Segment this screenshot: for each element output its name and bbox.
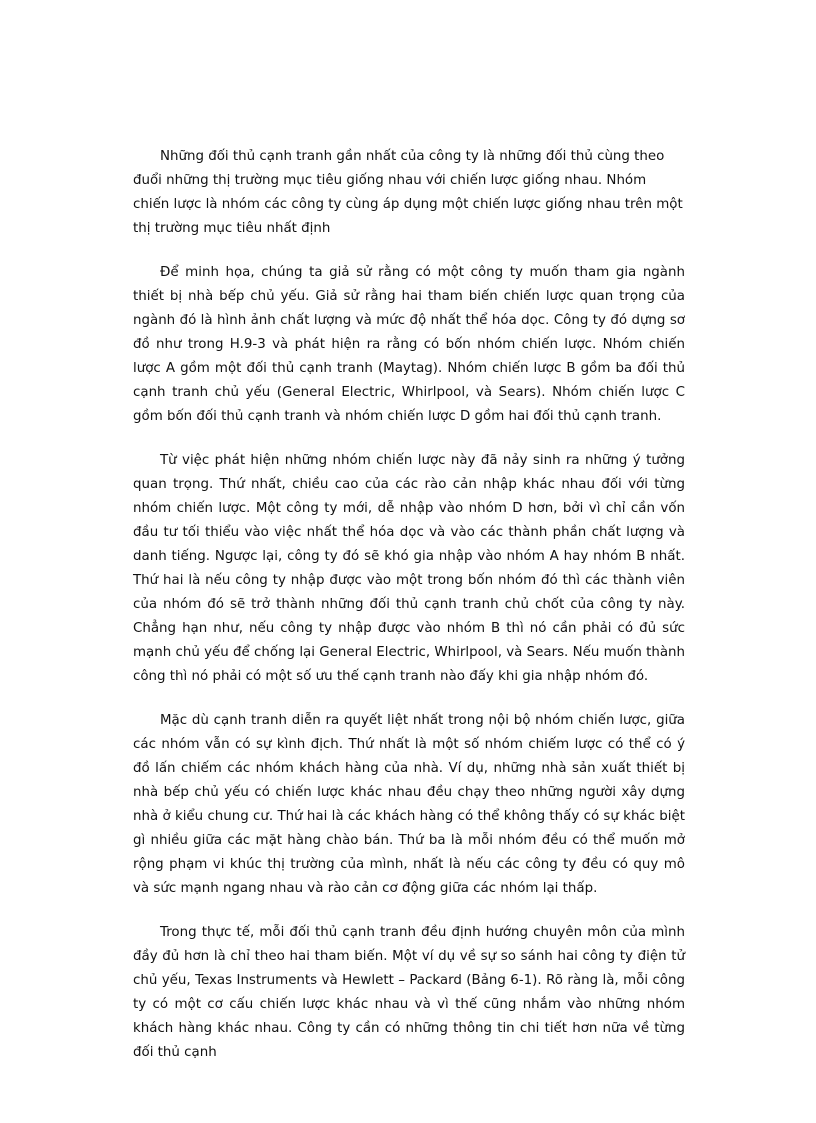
document-body: [133, 145, 685, 1085]
paragraph-4: Mặc dù cạnh tranh diễn ra quyết liệt nhất trong nội bộ nhóm chiến lược, giữa các nhóm vẫn có sự kình địch. Thứ nhất là một số nhóm chiếm lược có thể có ý đồ lấn chiếm các nhóm khách hàng của nhà. Ví dụ, những nhà sản xuất thiết bị nhà bếp chủ yếu có chiến lược khác nhau đều chạy theo những người xây dựng nhà ở kiểu chung cư. Thứ hai là các khách hàng có thể không thấy có sự khác biệt gì nhiều giữa các mặt hàng chào bán. Thứ ba là mỗi nhóm đều có thể muốn mở rộng phạm vi khúc thị trường của mình, nhất là nếu các công ty đều có quy mô và sức mạnh ngang nhau và rào cản cơ động giữa các nhóm lại thấp.: [133, 713, 685, 896]
paragraph-1: Những đối thủ cạnh tranh gần nhất của công ty là những đối thủ cùng theo đuổi những thị trường mục tiêu giống nhau với chiến lược giống nhau. Nhóm chiến lược là nhóm các công ty cùng áp dụng một chiến lược giống nhau trên một thị trường mục tiêu nhất định: [133, 149, 683, 236]
paragraph-3: Từ việc phát hiện những nhóm chiến lược này đã nảy sinh ra những ý tưởng quan trọng. Thứ nhất, chiều cao của các rào cản nhập khác nhau đối với từng nhóm chiến lược. Một công ty mới, dễ nhập vào nhóm D hơn, bởi vì chỉ cần vốn đầu tư tối thiểu vào việc nhất thể hóa dọc và vào các thành phần chất lượng và danh tiếng. Ngược lại, công ty đó sẽ khó gia nhập vào nhóm A hay nhóm B nhất. Thứ hai là nếu công ty nhập được vào một trong bốn nhóm đó thì các thành viên của nhóm đó sẽ trở thành những đối thủ cạnh tranh chủ chốt của công ty này. Chẳng hạn như, nếu công ty nhập được vào nhóm B thì nó cần phải có đủ sức mạnh chủ yếu để chống lại General Electric, Whirlpool, và Sears. Nếu muốn thành công thì nó phải có một số ưu thế cạnh tranh nào đấy khi gia nhập nhóm đó.: [133, 453, 685, 684]
paragraph-2: Để minh họa, chúng ta giả sử rằng có một công ty muốn tham gia ngành thiết bị nhà bếp chủ yếu. Giả sử rằng hai tham biến chiến lược quan trọng của ngành đó là hình ảnh chất lượng và mức độ nhất thể hóa dọc. Công ty đó dựng sơ đồ như trong H.9-3 và phát hiện ra rằng có bốn nhóm chiến lược. Nhóm chiến lược A gồm một đối thủ cạnh tranh (Maytag). Nhóm chiến lược B gồm ba đối thủ cạnh tranh chủ yếu (General Electric, Whirlpool, và Sears). Nhóm chiến lược C gồm bốn đối thủ cạnh tranh và nhóm chiến lược D gồm hai đối thủ cạnh tranh.: [133, 265, 685, 424]
paragraph-5: Trong thực tế, mỗi đối thủ cạnh tranh đều định hướng chuyên môn của mình đầy đủ hơn là chỉ theo hai tham biến. Một ví dụ về sự so sánh hai công ty điện tử chủ yếu, Texas Instruments và Hewlett – Packard (Bảng 6-1). Rõ ràng là, mỗi công ty có một cơ cấu chiến lược khác nhau và vì thế cũng nhắm vào những nhóm khách hàng khác nhau. Công ty cần có những thông tin chi tiết hơn nữa về từng đối thủ cạnh: [133, 925, 685, 1060]
